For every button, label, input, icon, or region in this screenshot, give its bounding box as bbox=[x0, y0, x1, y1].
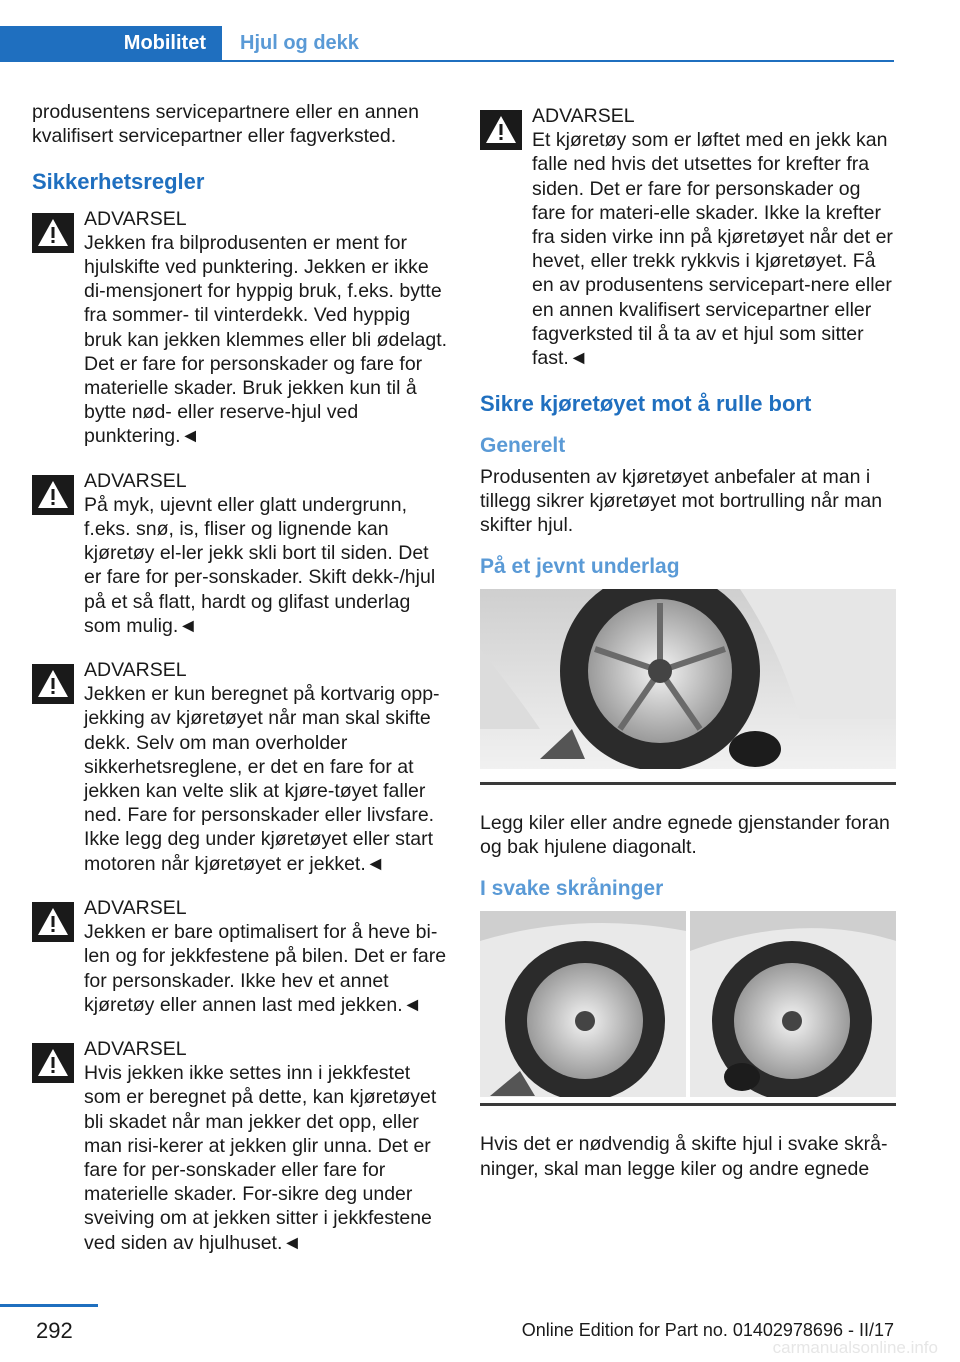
header-divider bbox=[0, 60, 894, 62]
footer-divider bbox=[0, 1304, 98, 1307]
generelt-paragraph: Produsenten av kjøretøyet anbefaler at man i tillegg sikrer kjøretøyet mot bortrulling når man skifter hjul. bbox=[480, 465, 883, 537]
figure-baseline bbox=[480, 782, 896, 785]
intro-paragraph: produsentens servicepartnere eller en annen kvalifisert servicepartner eller fagverksted. bbox=[32, 101, 420, 148]
warning-text: Et kjøretøy som er løftet med en jekk kan falle ned hvis det utsettes for krefter fra siden. Det er fare for personskader og fare for materi-elle skader. Ikke la krefter fra siden virke inn på kjøretøyet når det er hevet, eller trekk rykkvis i kjøretøyet. Få en av produsentens servicepart-nere eller en annen kvalifisert servicepartner eller fagverksted til å ta av et hjul som sitter fast.◄ bbox=[532, 129, 893, 370]
wheel-chock-flat-illustration bbox=[480, 589, 896, 775]
section-heading-rulle-bort: Sikre kjøretøyet mot å rulle bort bbox=[480, 391, 812, 417]
warning-text: Hvis jekken ikke settes inn i jekkfestet som er beregnet på dette, kan kjøretøyet bli skadet når man jekker det opp, eller man risi-kerer at jekken glir unna. Det er fare for per-sonskader eller fare for materielle skader. For-sikre deg under sveiving om at jekken sitter i jekkfestene ved siden av hjulhuset.◄ bbox=[84, 1062, 437, 1254]
page-header bbox=[0, 0, 894, 62]
right-column bbox=[480, 104, 896, 1199]
subheading-generelt: Generelt bbox=[480, 434, 566, 458]
section-tab-hjul-og-dekk: Hjul og dekk bbox=[240, 31, 359, 54]
figure-baseline bbox=[480, 1103, 896, 1106]
warning-block bbox=[32, 469, 448, 638]
warning-label: ADVARSEL bbox=[532, 105, 635, 127]
warning-triangle-icon bbox=[32, 664, 74, 704]
warning-block bbox=[32, 1037, 448, 1255]
watermark: carmanualsonline.info bbox=[772, 1338, 938, 1357]
warning-block bbox=[480, 104, 896, 370]
wheel-chock-slope-illustration bbox=[480, 911, 896, 1097]
warning-block bbox=[32, 207, 448, 449]
section-tab-mobilitet: Mobilitet bbox=[0, 26, 222, 60]
warning-text: Jekken er kun beregnet på kortvarig opp-jekking av kjøretøyet når man skal skifte dekk. Selv om man overholder sikkerhetsreglene, er det en fare for at jekken kan velte slik at kjøre-tøyet faller ned. Fare for personskader eller livsfare. Ikke legg deg under kjøretøyet eller start motoren når kjøretøyet er jekket.◄ bbox=[84, 683, 440, 875]
left-column bbox=[32, 100, 448, 1275]
warning-triangle-icon bbox=[32, 475, 74, 515]
figure-flat-ground bbox=[480, 589, 896, 784]
figure-caption-flat: Legg kiler eller andre egnede gjenstander foran og bak hjulene diagonalt. bbox=[480, 811, 890, 858]
warning-triangle-icon bbox=[32, 902, 74, 942]
warning-label: ADVARSEL bbox=[84, 1037, 187, 1060]
subheading-jevnt-underlag: På et jevnt underlag bbox=[480, 555, 680, 579]
warning-triangle-icon bbox=[32, 1043, 74, 1083]
warning-triangle-icon bbox=[32, 213, 74, 253]
warning-label: ADVARSEL bbox=[84, 896, 187, 919]
warning-label: ADVARSEL bbox=[84, 659, 187, 682]
warning-text: Jekken er bare optimalisert for å heve bi-len og for jekkfestene på bilen. Det er fare for personskader. Ikke hev et annet kjøretøy eller annen last med jekken.◄ bbox=[84, 921, 447, 1016]
warning-label: ADVARSEL bbox=[84, 469, 187, 492]
subheading-svake-skraninger: I svake skråninger bbox=[480, 877, 664, 901]
warning-text: På myk, ujevnt eller glatt undergrunn, f.eks. snø, is, fliser og lignende kan kjøretøy el-ler jekk skli bort til siden. Det er fare for per-sonskader. Skift dekk-/hjul på et så flatt, hardt og glifast underlag som mulig.◄ bbox=[84, 493, 436, 637]
warning-triangle-icon bbox=[480, 110, 522, 150]
figure-slope bbox=[480, 911, 896, 1106]
warning-block bbox=[32, 658, 448, 876]
figure-caption-slope: Hvis det er nødvendig å skifte hjul i svake skrå-ninger, skal man legge kiler og andre egnede bbox=[480, 1133, 888, 1180]
section-heading-sikkerhetsregler: Sikkerhetsregler bbox=[32, 169, 205, 195]
edition-label: Online Edition for Part no. 01402978696 - II/17 bbox=[521, 1320, 894, 1340]
page-number: 292 bbox=[36, 1318, 73, 1343]
warning-text: Jekken fra bilprodusenten er ment for hjulskifte ved punktering. Jekken er ikke di-mensjonert for hyppig bruk, f.eks. bytte fra sommer- til vinterdekk. Ved hyppig bruk kan jekken klemmes eller bli ødelagt. Det er fare for personskader og fare for materielle skader. Bruk jekken kun til å bytte nød- eller reserve-hjul ved punktering.◄ bbox=[84, 231, 448, 448]
warning-block bbox=[32, 896, 448, 1017]
warning-label: ADVARSEL bbox=[84, 207, 187, 230]
